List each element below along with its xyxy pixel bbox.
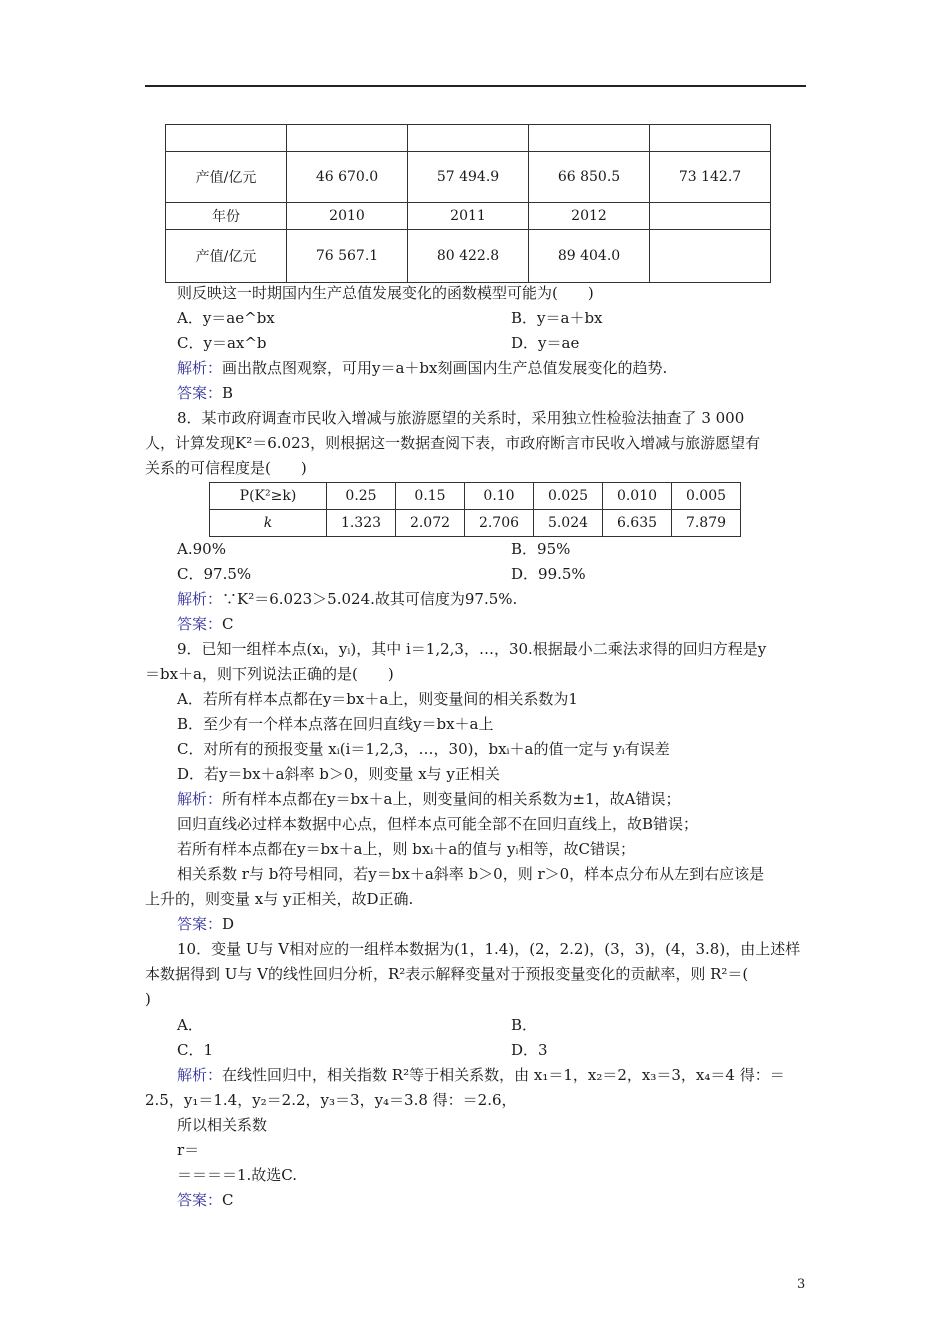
table-cell: 46 670.0	[287, 152, 408, 203]
table-row	[166, 152, 771, 203]
analysis-label: 解析：	[177, 790, 223, 808]
answer-text: B	[222, 384, 234, 402]
analysis-label: 解析：	[177, 1066, 223, 1084]
page-number: 3	[797, 1277, 806, 1292]
table-cell: 57 494.9	[408, 152, 529, 203]
analysis-text: 画出散点图观察，可用y＝a＋bx刻画国内生产总值发展变化的趋势.	[222, 359, 668, 377]
q9-option-b: B．至少有一个样本点落在回归直线y＝bx＋a上	[177, 715, 494, 733]
q10-analysis-line-5: ＝＝＝＝1.故选C.	[177, 1166, 298, 1184]
table-cell: 0.005	[672, 483, 741, 510]
q7-option-b: B．y＝a＋bx	[511, 309, 603, 327]
q10-analysis-line-2: 2.5，y₁＝1.4，y₂＝2.2，y₃＝3，y₄＝3.8 得：＝2.6，	[145, 1091, 517, 1109]
table-row	[210, 510, 741, 537]
q9-analysis-line-4: 相关系数 r与 b符号相同，若y＝bx＋a斜率 b＞0，则 r＞0，样本点分布从左到右应该是	[177, 865, 765, 883]
q10-option-b: B．	[511, 1016, 538, 1034]
q8-option-d: D．99.5%	[511, 565, 586, 583]
q9-option-d: D．若y＝bx＋a斜率 b＞0，则变量 x与 y正相关	[177, 765, 500, 783]
table-cell: 2012	[529, 203, 650, 230]
q7-analysis	[177, 358, 667, 378]
q7-stem: 则反映这一时期国内生产总值发展变化的函数模型可能为( )	[177, 284, 594, 302]
q8-option-c: C．97.5%	[177, 565, 252, 583]
q9-analysis-line-3: 若所有样本点都在y＝bx＋a上，则 bxᵢ＋a的值与 yᵢ相等，故C错误；	[177, 840, 636, 858]
table-cell: 7.879	[672, 510, 741, 537]
answer-label: 答案：	[177, 615, 223, 633]
table-cell: 年份	[166, 203, 287, 230]
q9-option-a: A．若所有样本点都在y＝bx＋a上，则变量间的相关系数为1	[177, 690, 578, 708]
q9-analysis	[177, 789, 680, 809]
q10-analysis-line-4: r＝	[177, 1141, 200, 1159]
table-cell: 产值/亿元	[166, 230, 287, 283]
q9-answer	[177, 914, 234, 934]
answer-label: 答案：	[177, 384, 223, 402]
q10-option-d: D．3	[511, 1041, 548, 1059]
table-row	[166, 203, 771, 230]
table-cell: P(K²≥k)	[210, 483, 327, 510]
q10-line-1: 10．变量 U与 V相对应的一组样本数据为(1，1.4)，(2，2.2)，(3，3)，(4，3.8)，由上述样	[177, 940, 801, 958]
q8-option-b: B．95%	[511, 540, 571, 558]
table-row	[166, 230, 771, 283]
table-cell: 0.10	[465, 483, 534, 510]
q7-option-a: A．y＝ae^bx	[177, 309, 275, 327]
q9-option-c: C．对所有的预报变量 xᵢ(i＝1,2,3，…，30)，bxᵢ＋a的值一定与 yᵢ有误差	[177, 740, 670, 758]
table-cell: 2011	[408, 203, 529, 230]
analysis-text: ∵K²＝6.023＞5.024.故其可信度为97.5%.	[222, 590, 518, 608]
answer-text: C	[222, 615, 234, 633]
q8-line-1: 8．某市政府调查市民收入增减与旅游愿望的关系时，采用独立性检验法抽查了 3 000	[177, 409, 745, 427]
table-row	[166, 125, 771, 152]
analysis-label: 解析：	[177, 359, 223, 377]
table-cell: 2.706	[465, 510, 534, 537]
q10-analysis-line-3: 所以相关系数	[177, 1116, 268, 1134]
table-cell: 80 422.8	[408, 230, 529, 283]
q8-line-3: 关系的可信程度是( )	[145, 459, 307, 477]
q10-option-c: C．1	[177, 1041, 214, 1059]
q9-line-2: ＝bx＋a，则下列说法正确的是( )	[145, 665, 394, 683]
q9-analysis-line-5: 上升的，则变量 x与 y正相关，故D正确.	[145, 890, 414, 908]
q10-line-2: 本数据得到 U与 V的线性回归分析，R²表示解释变量对于预报变量变化的贡献率，则 R²＝(	[145, 965, 749, 983]
table-cell: 2010	[287, 203, 408, 230]
table-cell: 0.25	[327, 483, 396, 510]
q10-line-3: )	[145, 990, 151, 1008]
q9-analysis-line-2: 回归直线必过样本数据中心点，但样本点可能全部不在回归直线上，故B错误；	[177, 815, 699, 833]
answer-text: D	[222, 915, 235, 933]
table-cell	[650, 203, 771, 230]
table-cell: 6.635	[603, 510, 672, 537]
q8-analysis	[177, 589, 517, 609]
q7-option-c: C．y＝ax^b	[177, 334, 267, 352]
table-cell	[650, 125, 771, 152]
analysis-text: 在线性回归中，相关指数 R²等于相关系数，由 x₁＝1，x₂＝2，x₃＝3，x₄＝4 得：＝	[222, 1066, 785, 1084]
table-cell: 产值/亿元	[166, 152, 287, 203]
answer-label: 答案：	[177, 1191, 223, 1209]
table-cell: 73 142.7	[650, 152, 771, 203]
q9-line-1: 9．已知一组样本点(xᵢ，yᵢ)，其中 i＝1,2,3，…，30.根据最小二乘法求得的回归方程是y	[177, 640, 767, 658]
chi-square-table	[209, 482, 741, 537]
q8-option-a: A.90%	[177, 540, 226, 558]
table-cell: k	[210, 510, 327, 537]
table-cell: 1.323	[327, 510, 396, 537]
table-cell: 66 850.5	[529, 152, 650, 203]
q10-answer	[177, 1190, 234, 1210]
q7-option-d: D．y＝ae	[511, 334, 580, 352]
table-cell	[408, 125, 529, 152]
q10-analysis	[177, 1065, 785, 1085]
table-cell: 0.010	[603, 483, 672, 510]
table-cell: 2.072	[396, 510, 465, 537]
table-cell	[166, 125, 287, 152]
q10-option-a: A．	[177, 1016, 203, 1034]
table-row	[210, 483, 741, 510]
table-cell	[650, 230, 771, 283]
answer-text: C	[222, 1191, 234, 1209]
q8-line-2: 人，计算发现K²＝6.023，则根据这一数据查阅下表，市政府断言市民收入增减与旅游愿望有	[145, 434, 761, 452]
analysis-text: 所有样本点都在y＝bx＋a上，则变量间的相关系数为±1，故A错误；	[222, 790, 681, 808]
q8-answer	[177, 614, 234, 634]
table-cell: 5.024	[534, 510, 603, 537]
answer-label: 答案：	[177, 915, 223, 933]
table-cell: 0.15	[396, 483, 465, 510]
table-cell	[529, 125, 650, 152]
q7-answer	[177, 383, 233, 403]
table-cell	[287, 125, 408, 152]
table-cell: 89 404.0	[529, 230, 650, 283]
analysis-label: 解析：	[177, 590, 223, 608]
header-rule	[145, 85, 806, 87]
gdp-table	[165, 124, 771, 283]
table-cell: 0.025	[534, 483, 603, 510]
table-cell: 76 567.1	[287, 230, 408, 283]
